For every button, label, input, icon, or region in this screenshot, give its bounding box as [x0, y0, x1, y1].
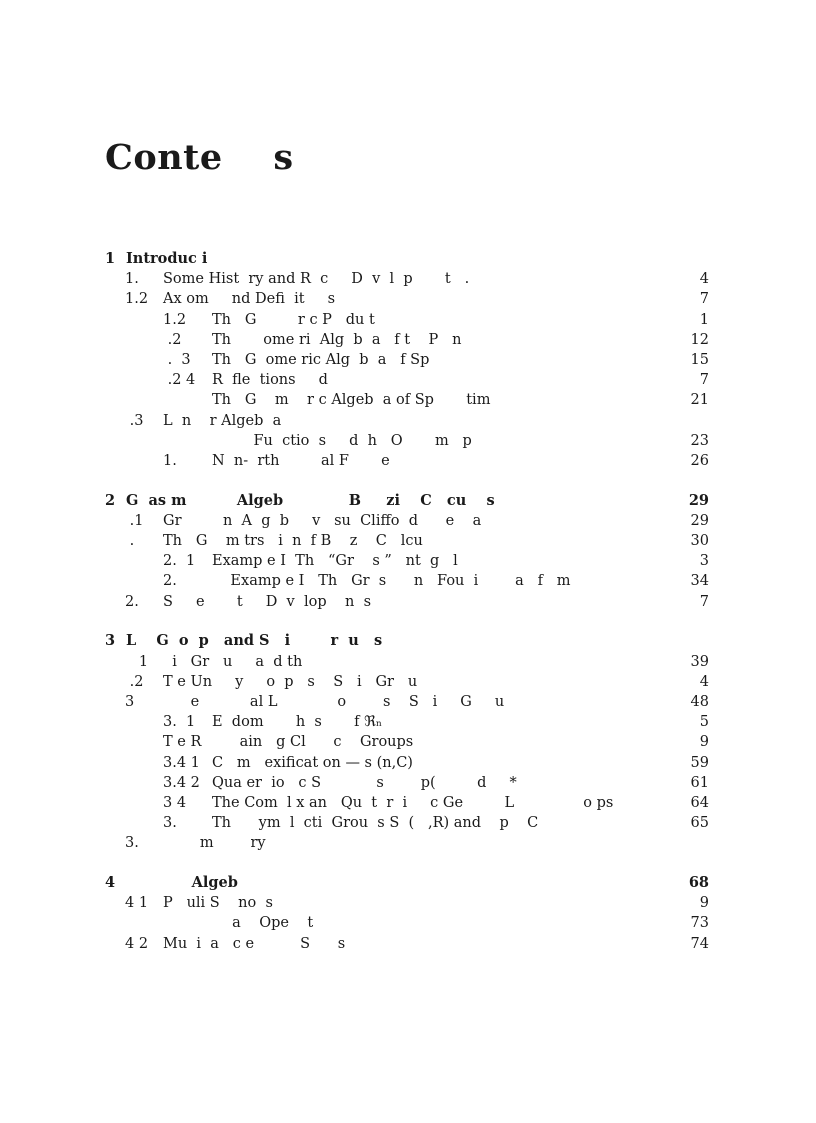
toc-chapter-entry[interactable]: [105, 491, 709, 511]
toc-entry-number: .2: [125, 673, 144, 690]
page-title: Conte s: [105, 137, 294, 178]
toc-spacer: [105, 612, 709, 632]
toc-section-entry[interactable]: [105, 269, 709, 289]
toc-section-entry[interactable]: [105, 451, 709, 471]
toc-entry-title: Examp e I Th “Gr s ” nt g l: [212, 553, 458, 570]
toc-entry-page: 7: [699, 291, 709, 308]
toc-entry-title: Th G ome ric Alg b a f Sp: [212, 351, 430, 368]
toc-entry-title: Fu ctio s d h O m p: [212, 432, 472, 449]
toc-entry-page: 26: [690, 452, 709, 469]
toc-entry-number: 3.: [163, 815, 177, 832]
toc-entry-title: Gr n A g b v su Cliffo d e a: [163, 512, 482, 529]
toc-entry-title: Ax om nd Defi it s: [163, 291, 336, 308]
toc-entry-title: R fle tions d: [212, 372, 328, 389]
toc-entry-number: 1: [125, 653, 149, 670]
toc-section-entry[interactable]: [105, 289, 709, 309]
toc-entry-page: 7: [699, 593, 709, 610]
toc-entry-number: 2.: [163, 573, 177, 590]
toc-section-entry[interactable]: [105, 773, 709, 793]
toc-entry-number: .3: [125, 412, 144, 429]
toc-entry-page: 5: [699, 714, 709, 731]
toc-entry-title: G as m Algeb B zi C cu s: [126, 491, 495, 509]
toc-entry-title: ain g Cl c Groups: [212, 734, 414, 751]
toc-section-entry[interactable]: [105, 753, 709, 773]
toc-entry-number: 3.: [125, 835, 139, 852]
toc-section-entry[interactable]: [105, 531, 709, 551]
toc-entry-page: 65: [690, 815, 709, 832]
toc-entry-page: 15: [690, 351, 709, 368]
toc-entry-number: 2.: [125, 593, 139, 610]
toc-entry-page: 30: [690, 533, 709, 550]
toc-entry-number: 3 4: [163, 794, 187, 811]
toc-entry-page: 3: [699, 553, 709, 570]
toc-section-entry[interactable]: [105, 431, 709, 451]
toc-entry-number: 3: [105, 632, 116, 650]
toc-section-entry[interactable]: [105, 390, 709, 410]
toc-entry-page: 59: [690, 754, 709, 771]
toc-entry-number: . 3: [163, 351, 191, 368]
toc-entry-page: 74: [690, 935, 709, 952]
toc-entry-number: 3. 1: [163, 714, 196, 731]
toc-entry-page: 68: [688, 874, 709, 892]
toc-entry-title: L n r Algeb a: [163, 412, 282, 429]
toc-entry-number: 3: [125, 693, 135, 710]
toc-entry-number: 1.: [125, 271, 139, 288]
toc-entry-page: 34: [690, 573, 709, 590]
toc-entry-number: 4: [105, 874, 116, 892]
toc-entry-page: 29: [690, 512, 709, 529]
table-of-contents: [105, 249, 709, 954]
toc-section-entry[interactable]: [105, 813, 709, 833]
toc-section-entry[interactable]: [105, 793, 709, 813]
toc-section-entry[interactable]: [105, 833, 709, 853]
toc-entry-page: 29: [688, 491, 709, 509]
toc-section-entry[interactable]: [105, 732, 709, 752]
toc-chapter-entry[interactable]: [105, 873, 709, 893]
toc-entry-number: .2 4: [163, 372, 196, 389]
toc-entry-page: 7: [699, 372, 709, 389]
toc-spacer: [105, 471, 709, 491]
toc-entry-title: i Gr u a d th: [163, 653, 303, 670]
toc-entry-title: m ry: [163, 835, 266, 852]
toc-entry-title: Qua er io c S s p( d *: [212, 774, 517, 791]
toc-entry-title: Examp e I Th Gr s n Fou i a f m: [212, 573, 571, 590]
toc-entry-number: 4 2: [125, 935, 149, 952]
toc-entry-number: .2: [163, 331, 182, 348]
toc-section-entry[interactable]: [105, 370, 709, 390]
toc-entry-number: T e R: [163, 734, 202, 751]
toc-section-entry[interactable]: [105, 652, 709, 672]
toc-entry-page: 61: [690, 774, 709, 791]
toc-section-entry[interactable]: [105, 310, 709, 330]
toc-entry-page: 73: [690, 915, 709, 932]
toc-entry-number: .1: [125, 512, 144, 529]
toc-entry-title: S e t D v lop n s: [163, 593, 372, 610]
toc-entry-number: 3.4 2: [163, 774, 200, 791]
toc-entry-title: Th ome ri Alg b a f t P n: [212, 331, 462, 348]
toc-entry-page: 4: [699, 271, 709, 288]
toc-chapter-entry[interactable]: [105, 249, 709, 269]
toc-entry-title: P uli S no s: [163, 895, 273, 912]
toc-entry-page: 1: [699, 311, 709, 328]
toc-section-entry[interactable]: [105, 672, 709, 692]
toc-section-entry[interactable]: [105, 551, 709, 571]
toc-entry-title: Introduc i: [126, 250, 208, 267]
toc-section-entry[interactable]: [105, 913, 709, 933]
toc-entry-page: 23: [690, 432, 709, 449]
toc-section-entry[interactable]: [105, 350, 709, 370]
toc-section-entry[interactable]: [105, 592, 709, 612]
toc-entry-page: 4: [699, 673, 709, 690]
toc-entry-title: Algeb: [126, 874, 238, 892]
toc-entry-number: 3.4 1: [163, 754, 200, 771]
toc-entry-title: Th ym l cti Grou s S ( ,R) and p C: [212, 815, 539, 832]
toc-entry-title: E dom h s f ℜₙ: [212, 714, 383, 731]
toc-entry-number: 2. 1: [163, 553, 196, 570]
toc-entry-number: 1: [105, 250, 116, 267]
toc-entry-number: 1.2: [163, 311, 187, 328]
toc-entry-title: Th G m trs i n f B z C lcu: [163, 533, 423, 550]
toc-entry-page: 48: [690, 693, 709, 710]
toc-entry-title: Mu i a c e S s: [163, 935, 346, 952]
toc-entry-page: 9: [699, 734, 709, 751]
toc-section-entry[interactable]: [105, 330, 709, 350]
toc-entry-title: T e Un y o p s S i Gr u: [163, 673, 418, 690]
toc-entry-title: N n- rth al F e: [212, 452, 390, 469]
toc-entry-title: L G o p and S i r u s: [126, 632, 383, 650]
toc-entry-number: .: [125, 533, 135, 550]
toc-entry-page: 9: [699, 895, 709, 912]
toc-chapter-entry[interactable]: [105, 631, 709, 651]
toc-entry-number: 1.2: [125, 291, 149, 308]
toc-section-entry[interactable]: [105, 571, 709, 591]
toc-section-entry[interactable]: [105, 511, 709, 531]
toc-entry-title: e al L o s S i G u: [163, 693, 505, 710]
toc-entry-number: 1.: [163, 452, 177, 469]
toc-entry-page: 64: [690, 794, 709, 811]
toc-section-entry[interactable]: [105, 934, 709, 954]
toc-section-entry[interactable]: [105, 411, 709, 431]
toc-section-entry[interactable]: [105, 893, 709, 913]
toc-entry-page: 39: [690, 653, 709, 670]
toc-entry-title: The Com l x an Qu t r i c Ge L o ps: [212, 794, 614, 811]
toc-entry-number: 2: [105, 491, 116, 509]
toc-entry-page: 21: [690, 392, 709, 409]
toc-entry-title: Some Hist ry and R c D v l p t .: [163, 271, 470, 288]
toc-section-entry[interactable]: [105, 712, 709, 732]
toc-entry-title: C m exificat on — s (n,C): [212, 754, 413, 771]
toc-entry-title: Th G m r c Algeb a of Sp tim: [212, 392, 491, 409]
toc-section-entry[interactable]: [105, 692, 709, 712]
toc-entry-title: a Ope t: [163, 915, 314, 932]
toc-spacer: [105, 853, 709, 873]
toc-entry-page: 12: [690, 331, 709, 348]
toc-entry-number: 4 1: [125, 895, 149, 912]
toc-entry-title: Th G r c P du t: [212, 311, 375, 328]
